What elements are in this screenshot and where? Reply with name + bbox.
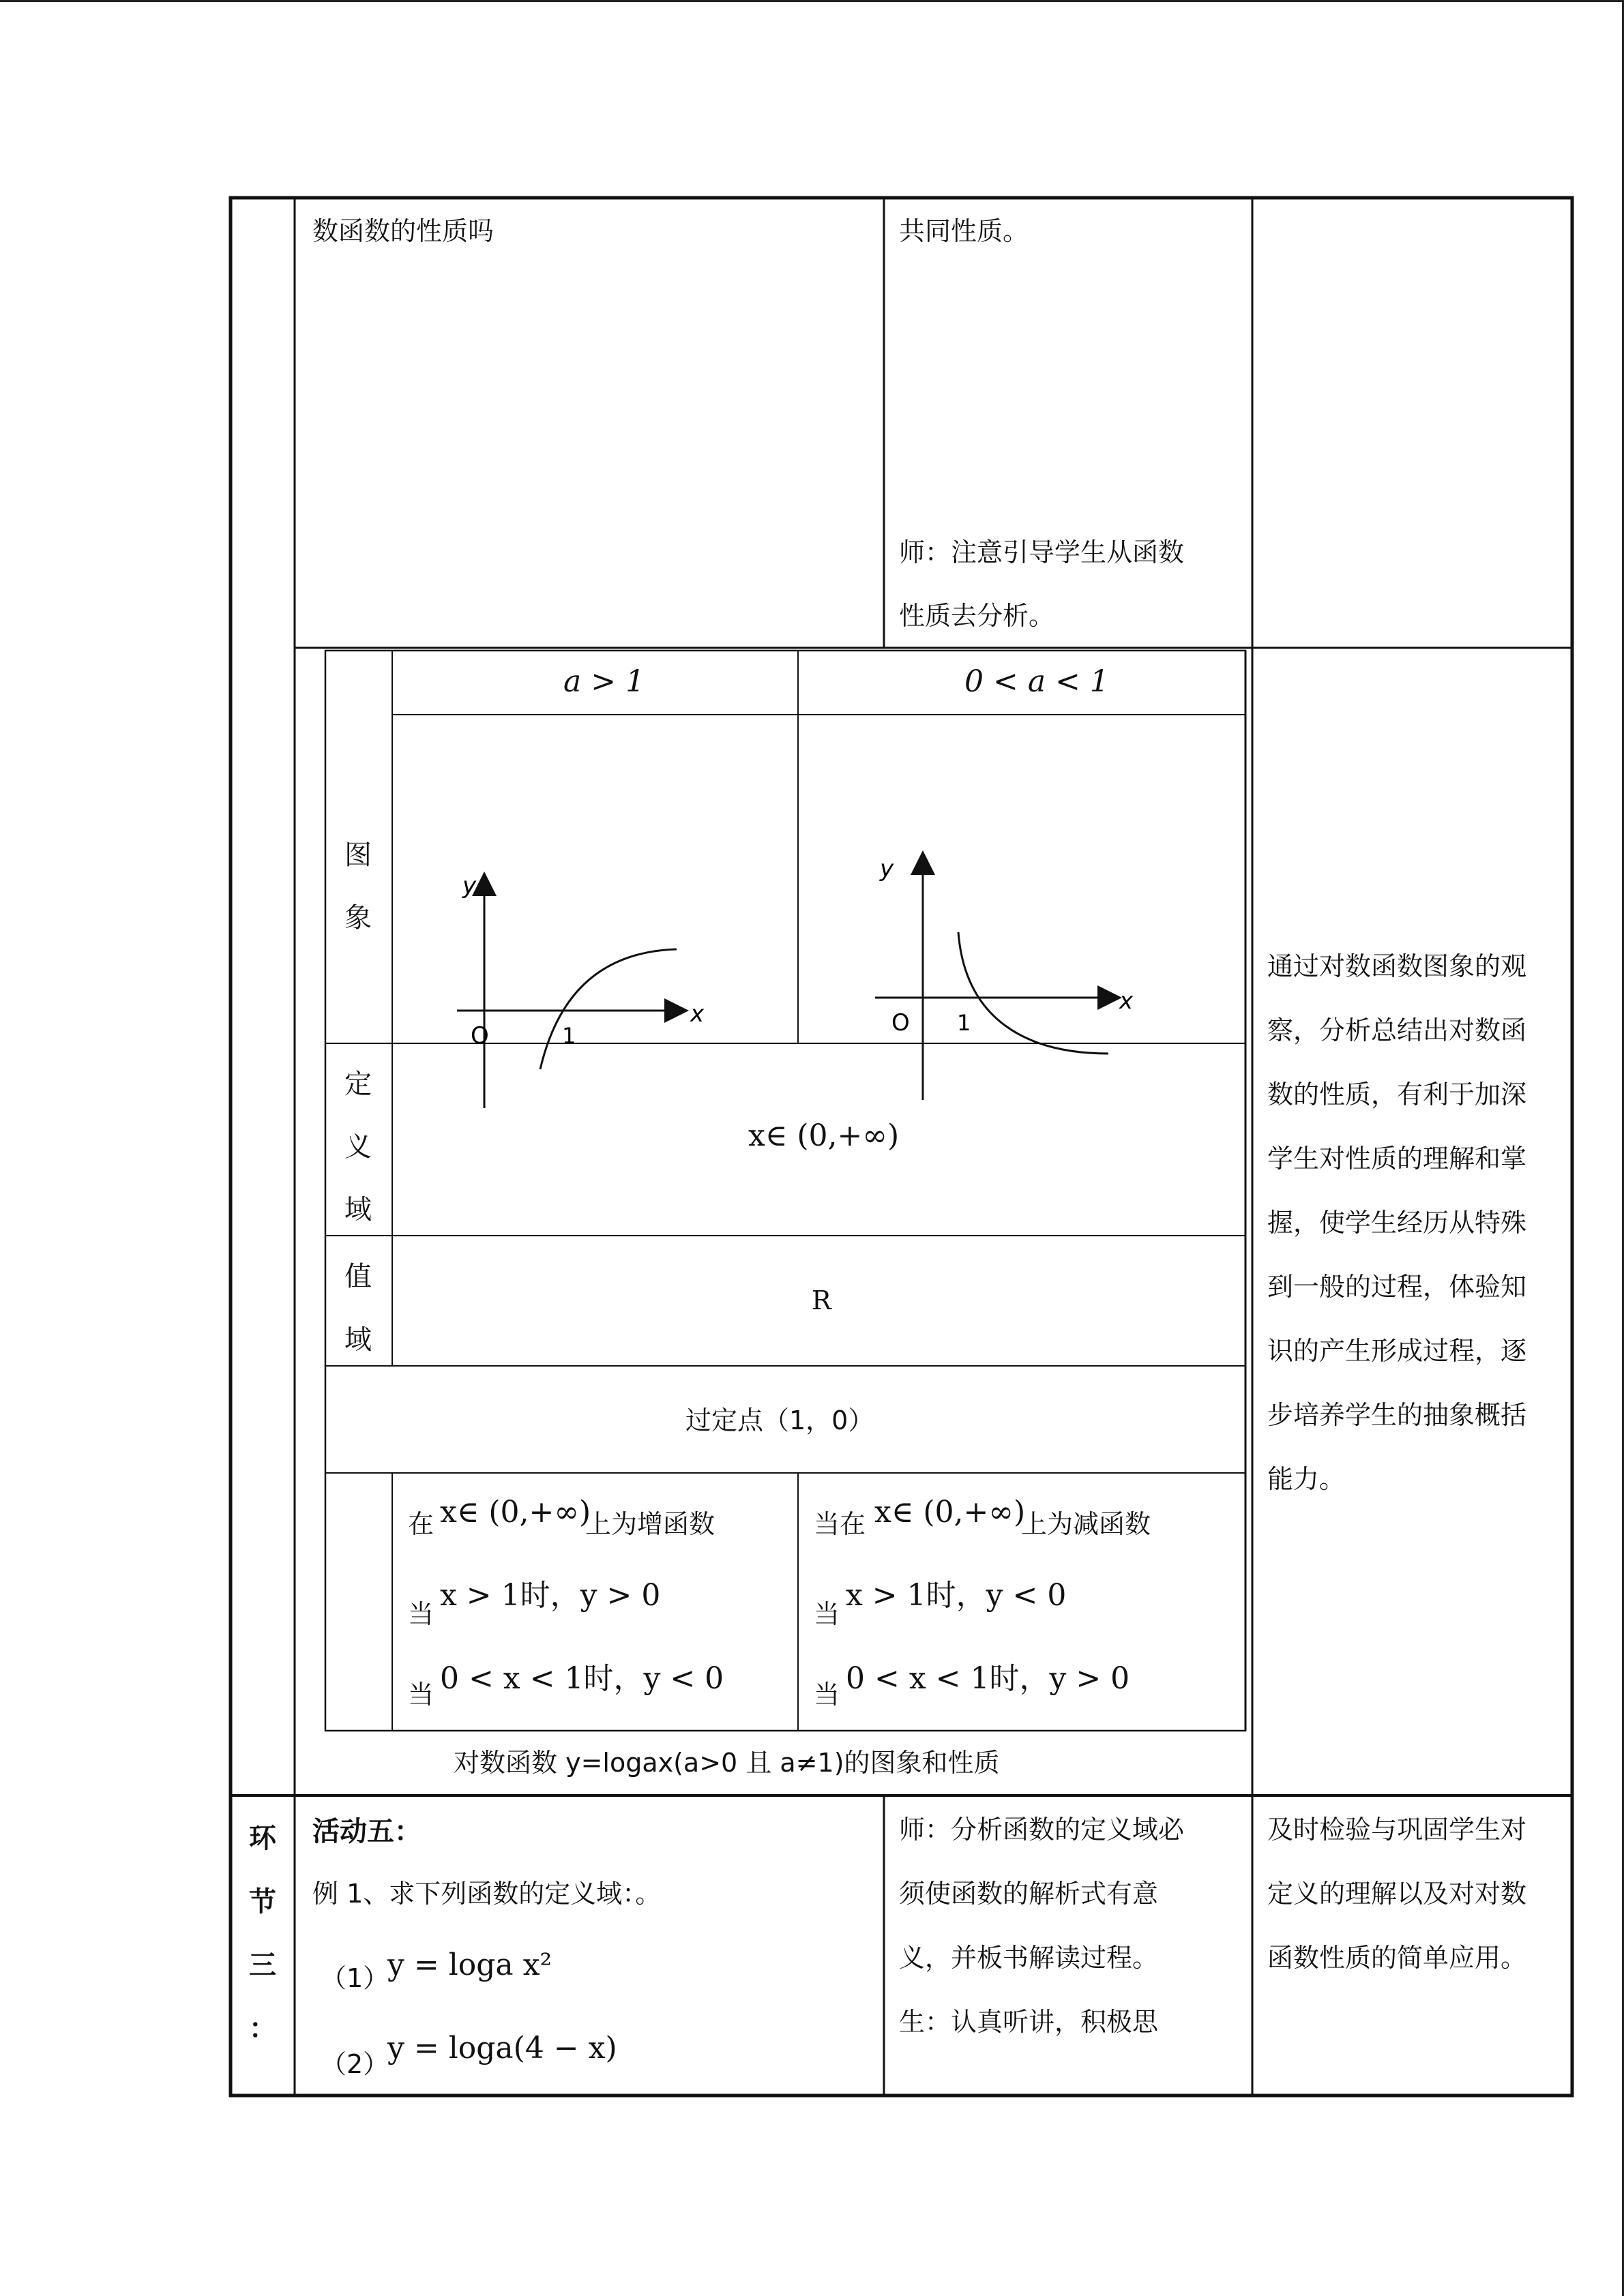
mono-left-l3-pre: 当 (408, 1680, 434, 1710)
range-value: R (812, 1285, 831, 1315)
purpose-line: 数的性质，有利于加深 (1267, 1079, 1527, 1109)
label-domain-3: 域 (344, 1194, 372, 1225)
label-range-2: 域 (344, 1324, 372, 1356)
label-range-1: 值 (344, 1261, 372, 1292)
item1-formula: y = loga x² (387, 1948, 552, 1982)
stage-label-2: 节 (249, 1886, 276, 1918)
graph1-x-label: x (690, 1000, 705, 1028)
mono-left-l3: 0 < x < 1时，y < 0 (440, 1661, 724, 1696)
mono-right-pre: 当在 (814, 1509, 866, 1539)
table-caption: 对数函数 y=logax(a>0 且 a≠1)的图象和性质 (454, 1748, 1000, 1778)
mono-left-post: 上为增函数 (585, 1509, 715, 1539)
activity-title: 活动五： (312, 1816, 422, 1847)
purpose-line: 通过对数函数图象的观 (1267, 951, 1527, 981)
stage-label-1: 环 (249, 1823, 276, 1854)
item2-number: （2） (321, 2049, 389, 2079)
mono-right-l2: x > 1时，y < 0 (846, 1578, 1067, 1613)
header-0-a-1: 0 < a < 1 (964, 664, 1109, 699)
label-domain-1: 定 (344, 1069, 372, 1100)
method-line: 义，并板书解读过程。 (899, 1943, 1159, 1973)
graph1-one-label: 1 (562, 1023, 576, 1049)
mono-right-l3: 0 < x < 1时，y > 0 (846, 1661, 1130, 1696)
row1-method-top: 共同性质。 (899, 216, 1029, 246)
header-a-gt-1: a > 1 (563, 664, 645, 699)
graph-decreasing (849, 849, 1149, 1115)
purpose-line: 学生对性质的理解和掌 (1267, 1144, 1527, 1174)
item2-formula: y = loga(4 − x) (387, 2031, 617, 2066)
graph1-origin-label: O (471, 1022, 489, 1049)
purpose-line: 步培养学生的抽象概括 (1267, 1400, 1527, 1430)
domain-value: x∈ (0,+∞) (748, 1118, 900, 1153)
mono-left-interval: x∈ (0,+∞) (440, 1495, 591, 1530)
item1-number: （1） (321, 1963, 389, 1993)
graph2-x-label: x (1119, 987, 1134, 1015)
example-text: 例 1、求下列函数的定义域：。 (312, 1879, 662, 1909)
method-line: 师：分析函数的定义域必 (899, 1815, 1185, 1845)
graph2-one-label: 1 (957, 1010, 971, 1036)
label-graph-1: 图 (344, 839, 372, 871)
row1-content: 数函数的性质吗 (312, 216, 494, 246)
row1-method-line2: 性质去分析。 (899, 601, 1055, 631)
purpose-line: 识的产生形成过程，逐 (1267, 1336, 1527, 1366)
mono-left-l2-pre: 当 (408, 1599, 434, 1629)
row3-method (899, 1798, 1240, 2054)
mono-right-post: 上为减函数 (1021, 1509, 1151, 1539)
mono-right-l3-pre: 当 (814, 1680, 840, 1710)
log-curve-decreasing (958, 932, 1108, 1054)
purpose-line: 函数性质的简单应用。 (1267, 1943, 1527, 1973)
purpose-line: 能力。 (1267, 1464, 1346, 1494)
fixed-point: 过定点（1，0） (685, 1405, 874, 1435)
graph2-origin-label: O (891, 1009, 910, 1037)
graph1-y-label: y (462, 872, 477, 899)
purpose-line: 握，使学生经历从特殊 (1267, 1208, 1527, 1238)
mono-right-interval: x∈ (0,+∞) (874, 1495, 1026, 1530)
purpose-line: 定义的理解以及对对数 (1267, 1879, 1527, 1909)
mono-left-pre: 在 (408, 1509, 434, 1539)
purpose-line: 到一般的过程，体验知 (1267, 1272, 1527, 1302)
mono-left-l2: x > 1时，y > 0 (440, 1578, 661, 1613)
purpose-line: 及时检验与巩固学生对 (1267, 1815, 1527, 1845)
stage-label-3: 三 (249, 1950, 276, 1981)
label-domain-2: 义 (344, 1131, 372, 1163)
method-line: 生：认真听讲，积极思 (899, 2007, 1159, 2037)
row3-purpose (1267, 1798, 1567, 1990)
purpose-text-row2 (1267, 934, 1567, 1511)
log-curve-increasing (540, 949, 677, 1069)
graph-increasing (437, 866, 709, 1118)
mono-right-l2-pre: 当 (814, 1599, 840, 1629)
graph2-y-label: y (880, 855, 894, 882)
purpose-line: 察，分析总结出对数函 (1267, 1015, 1527, 1045)
row1-method-line1: 师：注意引导学生从函数 (899, 537, 1185, 567)
label-graph-2: 象 (344, 902, 372, 934)
method-line: 须使函数的解析式有意 (899, 1879, 1159, 1909)
stage-label-4: ： (249, 2013, 276, 2044)
